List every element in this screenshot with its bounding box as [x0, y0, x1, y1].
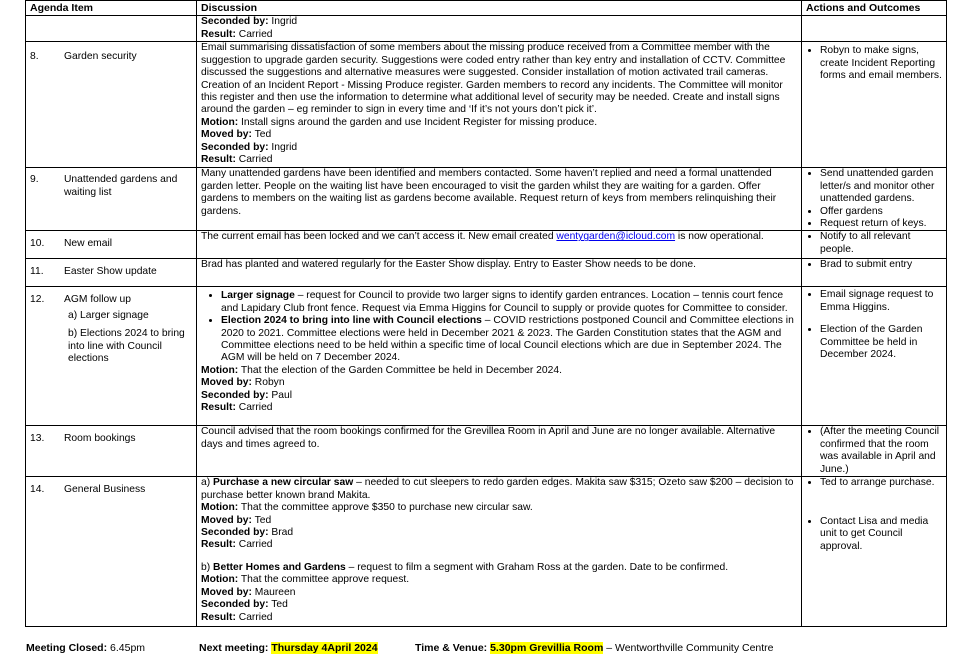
motion-label: Motion:	[201, 116, 239, 128]
seconded-value: Brad	[268, 527, 294, 539]
moved-label: Moved by:	[201, 586, 252, 598]
discussion-text: Email summarising dissatisfaction of some members about the missing produce received from a Committee member with the suggestion to upgrade garden security. Suggestions were coded entry rather than key entry and installation of CCTV. Committee discussed the suggestions and alternative measures were suggested. Consider installation of motion activated trail cameras. Creation of an Incident Report - Missing Produce register. Garden members to record any incidents. The Committee will monitor this register and then use the information to determine what additional level of security may be needed. Create and install signs around the garden – eg reminder to sign in every time and ‘If it’s not yours don’t pick it’.	[201, 42, 786, 116]
seconded-label: Seconded by:	[201, 527, 269, 539]
result-label: Result:	[201, 539, 236, 551]
agenda-cell	[26, 42, 197, 168]
sub-heading: Purchase a new circular saw	[213, 477, 354, 489]
item-title: Unattended gardens and waiting list	[64, 174, 178, 198]
meeting-closed-label: Meeting Closed:	[26, 642, 108, 654]
sub-item: b) Elections 2024 to bring into line with Council elections	[68, 328, 185, 365]
item-number: 9.	[30, 174, 39, 186]
item-title: Room bookings	[64, 433, 136, 445]
sub-text: – request to film a segment with Graham Ross at the garden. Date to be confirmed.	[345, 561, 729, 573]
moved-value: Ted	[251, 514, 272, 526]
item-number: 10.	[30, 238, 45, 250]
time-venue	[415, 642, 774, 654]
discussion-text: Many unattended gardens have been identified and members contacted. Some haven’t replied and need a formal unattended garden letter. People on the waiting list have been encouraged to visit the garden whilst they are waiting for a garden. Offer gardens to members on the waiting list as gardens become available. Request return of keys from members relinquishing their gardens.	[201, 168, 777, 217]
seconded-value: Ingrid	[268, 16, 298, 28]
seconded-label: Seconded by:	[201, 599, 269, 611]
action-item: • Offer gardens	[820, 206, 942, 218]
result-label: Result:	[201, 154, 236, 166]
header-agenda-item: Agenda Item	[26, 1, 197, 16]
header-actions-outcomes: Actions and Outcomes	[802, 1, 947, 16]
seconded-value: Ted	[268, 599, 288, 611]
seconded-value: Paul	[268, 389, 292, 401]
item-title: Garden security	[64, 51, 137, 63]
time-venue-highlight: 5.30pm Grevillia Room	[490, 642, 604, 654]
result-label: Result:	[201, 28, 236, 40]
time-venue-label: Time & Venue:	[415, 642, 488, 654]
sub-heading: Better Homes and Gardens	[213, 561, 346, 573]
motion-label: Motion:	[201, 574, 239, 586]
result-value: Carried	[235, 28, 273, 40]
moved-label: Moved by:	[201, 514, 252, 526]
discussion-text: The current email has been locked and we can’t access it. New email created	[201, 231, 557, 243]
motion-text: Install signs around the garden and use Incident Register for missing produce.	[238, 116, 598, 128]
motion-label: Motion:	[201, 502, 239, 514]
time-venue-location: – Wentworthville Community Centre	[603, 642, 774, 654]
discussion-cell	[197, 42, 802, 168]
seconded-value: Ingrid	[268, 141, 298, 153]
item-title: Easter Show update	[64, 266, 157, 278]
actions-cell	[802, 287, 947, 426]
table-row	[26, 259, 947, 287]
seconded-label: Seconded by:	[201, 141, 269, 153]
bullet-text: – COVID restrictions postponed Council and Committee elections in 2020 to 2021. Committee elections were held in December 2021 & 2023. The Garden Constitution states that the AGM and Committee elections need to be held within a specific time of local Council elections which are due in September 2024. The AGM will be held on 7 December 2024.	[221, 315, 794, 364]
table-row	[26, 287, 947, 426]
bullet-heading: Larger signage	[221, 290, 295, 302]
item-number: 12.	[30, 294, 45, 306]
action-item: • Ted to arrange purchase.	[820, 477, 942, 489]
table-row	[26, 477, 947, 627]
table-row	[26, 42, 947, 168]
motion-text: That the committee approve $350 to purchase new circular saw.	[238, 502, 533, 514]
sub-text: – needed to cut sleepers to redo garden edges. Makita saw $315; Ozeto saw $200 – decision to purchase better known brand Makita.	[201, 477, 794, 501]
table-header-row	[26, 1, 947, 16]
action-item: • Notify to all relevant people.	[820, 231, 942, 256]
discussion-text: Council advised that the room bookings confirmed for the Grevillea Room in April and June are no longer available. Alternative days and times agreed to.	[201, 426, 776, 450]
actions-cell	[802, 231, 947, 259]
sub-prefix: b)	[201, 561, 214, 573]
table-row	[26, 231, 947, 259]
item-title: AGM follow up	[64, 294, 131, 306]
table-row	[26, 16, 947, 42]
agenda-cell	[26, 259, 197, 287]
sub-prefix: a)	[201, 477, 214, 489]
agenda-cell	[26, 426, 197, 477]
action-item: • Contact Lisa and media unit to get Council approval.	[820, 516, 942, 553]
agenda-cell	[26, 16, 197, 42]
action-item: • Request return of keys.	[820, 218, 942, 230]
actions-cell	[802, 168, 947, 231]
discussion-cell	[197, 287, 802, 426]
action-item: • Send unattended garden letter/s and monitor other unattended gardens.	[820, 168, 942, 205]
bullet-heading: Election 2024 to bring into line with Council elections	[221, 315, 482, 327]
header-discussion: Discussion	[197, 1, 802, 16]
discussion-cell	[197, 426, 802, 477]
table-row	[26, 168, 947, 231]
action-item: • (After the meeting Council confirmed that the room was available in April and June.)	[820, 426, 942, 476]
agenda-cell	[26, 477, 197, 627]
discussion-cell	[197, 168, 802, 231]
discussion-bullet	[221, 315, 797, 365]
action-item: • Election of the Garden Committee be held in December 2024.	[820, 324, 942, 361]
discussion-text-end: is now operational.	[675, 231, 764, 243]
result-value: Carried	[235, 539, 273, 551]
item-title: New email	[64, 238, 113, 250]
email-link[interactable]: wentygarden@icloud.com	[556, 231, 676, 243]
discussion-bullet	[221, 290, 797, 315]
next-meeting-label: Next meeting:	[199, 642, 269, 654]
minutes-table	[25, 0, 947, 627]
bullet-text: – request for Council to provide two larger signs to identify garden entrances. Location – tennis court fence and Lapidary Club front fence. Request via Emma Higgins for Council to supply or provide quotes for Committee to consider.	[221, 290, 788, 314]
action-item: • Email signage request to Emma Higgins.	[820, 289, 942, 314]
motion-text: That the election of the Garden Committee be held in December 2024.	[238, 364, 562, 376]
item-title: General Business	[64, 484, 146, 496]
moved-value: Ted	[251, 129, 272, 141]
result-label: Result:	[201, 402, 236, 414]
result-value: Carried	[235, 154, 273, 166]
discussion-text: Brad has planted and watered regularly for the Easter Show display. Entry to Easter Show needs to be done.	[201, 259, 696, 271]
actions-cell	[802, 42, 947, 168]
item-number: 13.	[30, 433, 45, 445]
next-meeting	[199, 642, 378, 654]
agenda-cell	[26, 287, 197, 426]
agenda-cell	[26, 231, 197, 259]
moved-label: Moved by:	[201, 377, 252, 389]
seconded-label: Seconded by:	[201, 389, 269, 401]
item-number: 8.	[30, 51, 39, 63]
item-number: 14.	[30, 484, 45, 496]
actions-cell	[802, 426, 947, 477]
sub-item: a) Larger signage	[68, 309, 149, 321]
result-value: Carried	[235, 611, 273, 623]
actions-cell	[802, 16, 947, 42]
action-item: • Robyn to make signs, create Incident Reporting forms and email members.	[820, 45, 942, 82]
moved-value: Maureen	[251, 586, 296, 598]
moved-value: Robyn	[251, 377, 285, 389]
item-number: 11.	[30, 266, 44, 278]
discussion-cell	[197, 16, 802, 42]
meeting-closed-time: 6.45pm	[107, 642, 146, 654]
discussion-cell	[197, 231, 802, 259]
seconded-label: Seconded by:	[201, 16, 269, 28]
discussion-cell	[197, 259, 802, 287]
moved-label: Moved by:	[201, 129, 252, 141]
motion-label: Motion:	[201, 364, 239, 376]
next-meeting-date: Thursday 4April 2024	[271, 642, 378, 654]
actions-cell	[802, 259, 947, 287]
actions-cell	[802, 477, 947, 627]
meeting-closed	[26, 642, 145, 654]
agenda-cell	[26, 168, 197, 231]
table-row	[26, 426, 947, 477]
result-value: Carried	[235, 402, 273, 414]
result-label: Result:	[201, 611, 236, 623]
discussion-cell	[197, 477, 802, 627]
action-item: • Brad to submit entry	[820, 259, 942, 271]
motion-text: That the committee approve request.	[238, 574, 410, 586]
